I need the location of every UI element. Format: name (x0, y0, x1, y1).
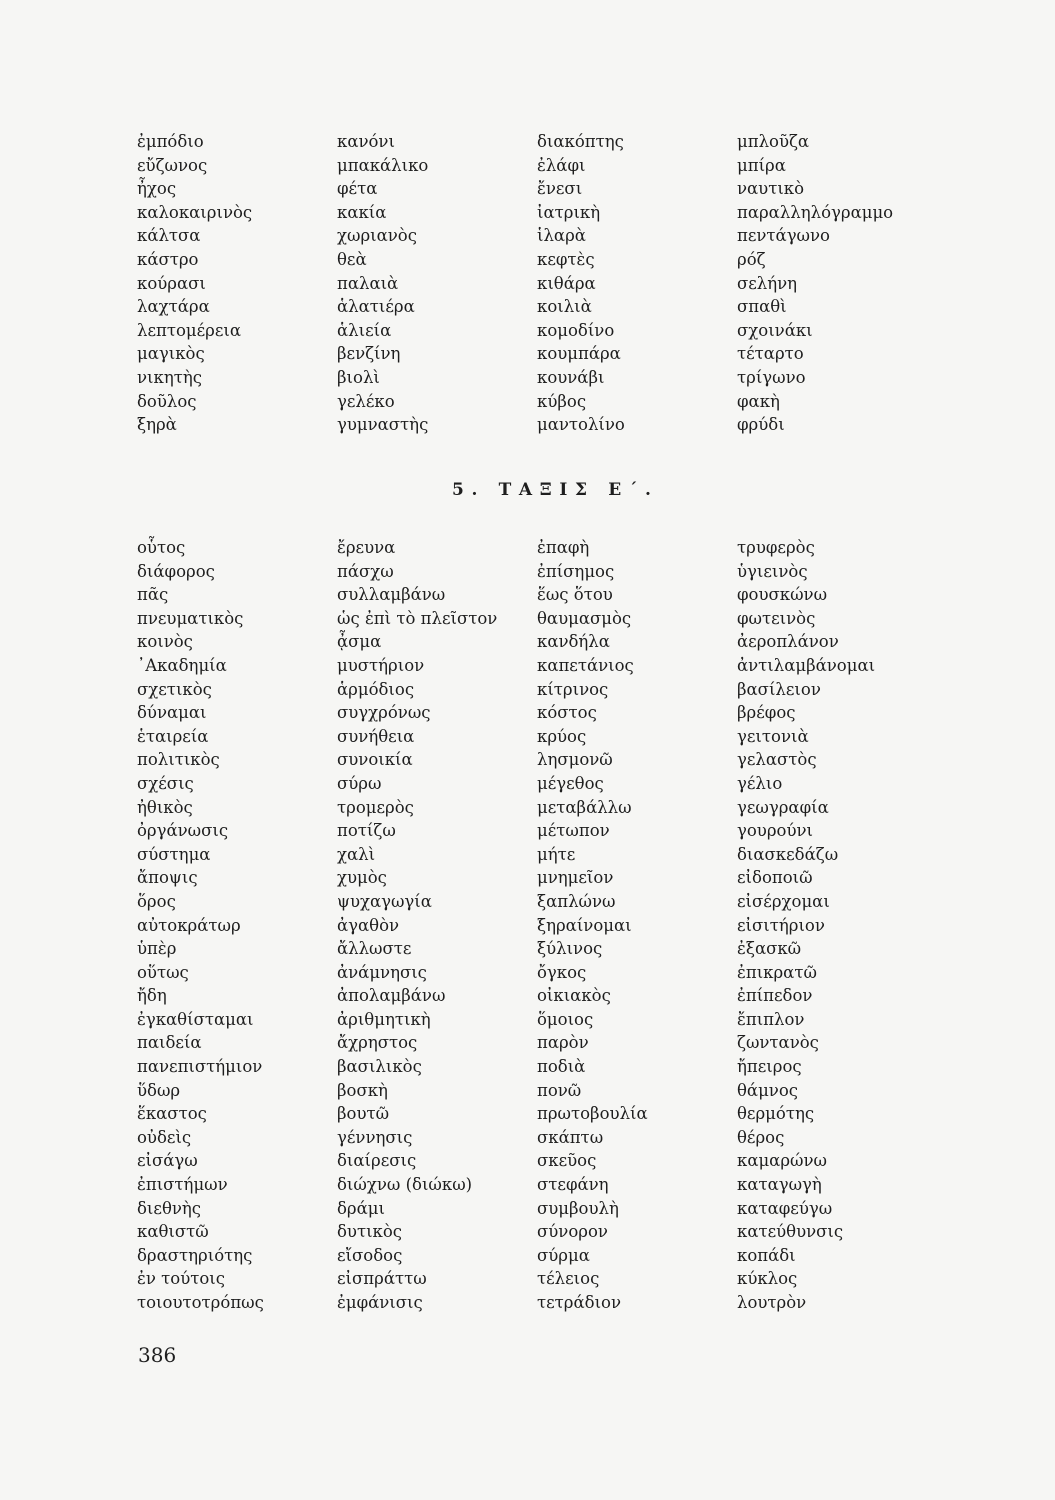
word-entry: φακὴ (737, 391, 780, 411)
word-entry: μεταβάλλω (537, 797, 632, 817)
word-entry: σχοινάκι (737, 320, 813, 340)
word-entry: δραστηριότης (137, 1245, 253, 1265)
word-entry: σχετικὸς (137, 679, 212, 699)
word-entry: πᾶς (137, 585, 169, 605)
word-entry: πάσχω (337, 561, 394, 581)
word-entry: σκεῦος (537, 1151, 597, 1171)
word-entry: φέτα (337, 179, 378, 199)
word-entry: καθιστῶ (137, 1222, 209, 1242)
word-entry: ἐγκαθίσταμαι (137, 1009, 254, 1029)
word-entry: ἤδη (137, 986, 167, 1006)
word-entry: ἰατρικὴ (537, 202, 601, 222)
word-entry: εὔζωνος (137, 155, 208, 175)
word-entry: κάλτσα (137, 226, 201, 246)
word-entry: ἐμπόδιο (137, 132, 204, 151)
word-entry: εἴσοδος (337, 1245, 403, 1265)
word-entry: ποδιὰ (537, 1057, 586, 1077)
word-entry: ξύλινος (537, 939, 603, 959)
word-entry: σύρμα (537, 1245, 590, 1265)
word-entry: καλοκαιρινὸς (137, 202, 253, 222)
word-entry: τρυφερὸς (737, 538, 815, 557)
word-entry: ἐξασκῶ (737, 939, 802, 959)
word-entry: παρὸν (537, 1033, 589, 1053)
word-entry: ναυτικὸ (737, 179, 805, 199)
word-entry: ψυχαγωγία (337, 891, 432, 911)
word-entry: ἀεροπλάνον (737, 632, 839, 652)
word-entry: διακόπτης (537, 132, 624, 151)
word-entry: παλαιὰ (337, 273, 399, 293)
word-entry: ἑταιρεία (137, 726, 209, 746)
word-entry: διαίρεσις (337, 1151, 417, 1171)
word-entry: μυστήριον (337, 655, 425, 675)
word-entry: σχέσις (137, 773, 194, 793)
word-entry: κύκλος (737, 1269, 798, 1289)
word-entry: κομοδίνο (537, 320, 615, 340)
word-entry: κατεύθυνσις (737, 1222, 844, 1242)
word-entry: παραλληλόγραμμο (737, 202, 894, 222)
word-entry: οὗτος (137, 538, 186, 557)
word-entry: κούρασι (137, 273, 206, 293)
word-entry: διασκεδάζω (737, 844, 839, 864)
word-column (337, 536, 537, 1315)
word-entry: σύστημα (137, 844, 211, 864)
word-entry: βενζίνη (337, 344, 401, 364)
word-entry: κάστρο (137, 249, 199, 269)
word-entry: φουσκώνω (737, 585, 828, 605)
word-entry: λεπτομέρεια (137, 320, 242, 340)
word-entry: μέγεθος (537, 773, 604, 793)
word-entry: μαγικὸς (137, 344, 205, 364)
word-entry: ἁρμόδιος (337, 679, 415, 699)
word-entry: βρέφος (737, 703, 796, 723)
word-entry: διεθνὴς (137, 1198, 202, 1218)
word-column (737, 130, 938, 437)
word-column (137, 536, 337, 1315)
word-entry: θέρος (737, 1127, 785, 1147)
word-entry: πρωτοβουλία (537, 1104, 648, 1124)
word-entry: σπαθὶ (737, 297, 787, 317)
word-entry: πανεπιστήμιον (137, 1057, 263, 1077)
word-entry: ἱλαρὰ (537, 226, 586, 246)
word-entry: κανόνι (337, 132, 395, 151)
word-entry: οἰκιακὸς (537, 986, 611, 1006)
word-entry: χαλὶ (337, 844, 376, 864)
word-entry: ἐν τούτοις (137, 1269, 225, 1289)
word-entry: ἀντιλαμβάνομαι (737, 655, 876, 675)
word-entry: κακία (337, 202, 387, 222)
word-entry: σύνορον (537, 1222, 608, 1242)
word-entry: καταγωγὴ (737, 1175, 822, 1195)
word-entry: μέτωπον (537, 821, 610, 841)
word-entry: κρύος (537, 726, 587, 746)
word-entry: στεφάνη (537, 1175, 609, 1195)
word-entry: ποτίζω (337, 821, 396, 841)
word-entry: αὐτοκράτωρ (137, 915, 241, 935)
word-list-block-1 (137, 130, 938, 437)
word-entry: συλλαμβάνω (337, 585, 446, 605)
word-entry: ξηραίνομαι (537, 915, 632, 935)
word-entry: διάφορος (137, 561, 215, 581)
word-entry: εἰσέρχομαι (737, 891, 830, 911)
word-entry: λαχτάρα (137, 297, 210, 317)
word-entry: ἄποψις (137, 868, 198, 888)
word-entry: ἔρευνα (337, 538, 396, 557)
word-entry: ὅμοιος (537, 1009, 594, 1029)
word-entry: παιδεία (137, 1033, 202, 1053)
word-entry: βοσκὴ (337, 1080, 388, 1100)
word-entry: γέννησις (337, 1127, 413, 1147)
word-entry: φωτεινὸς (737, 608, 816, 628)
word-entry: ἁλατιέρα (337, 297, 415, 317)
word-entry: μπλοῦζα (737, 132, 810, 151)
word-column (537, 130, 737, 437)
word-entry: πεντάγωνο (737, 226, 830, 246)
word-entry: μνημεῖον (537, 868, 614, 888)
word-entry: καμαρώνω (737, 1151, 827, 1171)
word-entry: ἔνεσι (537, 179, 583, 199)
word-entry: ᾆσμα (337, 632, 382, 652)
word-entry: χυμὸς (337, 868, 387, 888)
word-entry: ἐπίσημος (537, 561, 615, 581)
word-entry: μπίρα (737, 155, 786, 175)
word-entry: καταφεύγω (737, 1198, 833, 1218)
word-entry: σκάπτω (537, 1127, 604, 1147)
word-entry: κοιλιὰ (537, 297, 592, 317)
word-entry: εἰσάγω (137, 1151, 198, 1171)
word-entry: σύρω (337, 773, 382, 793)
word-entry: γελέκο (337, 391, 395, 411)
word-entry: ὡς ἐπὶ τὸ πλεῖστον (337, 608, 498, 628)
word-entry: βασίλειον (737, 679, 821, 699)
word-entry: ἠθικὸς (137, 797, 193, 817)
word-entry: θεὰ (337, 249, 367, 269)
word-entry: οὕτως (137, 962, 189, 982)
word-entry: πονῶ (537, 1080, 582, 1100)
word-entry: τρομερὸς (337, 797, 414, 817)
word-entry: χωριανὸς (337, 226, 417, 246)
word-entry: ἁλιεία (337, 320, 392, 340)
word-entry: ὑπὲρ (137, 939, 177, 959)
word-entry: ἔπιπλον (737, 1009, 805, 1029)
word-entry: τέλειος (537, 1269, 600, 1289)
word-entry: ἄχρηστος (337, 1033, 418, 1053)
word-entry: τρίγωνο (737, 367, 806, 387)
word-entry: μήτε (537, 844, 576, 864)
word-entry: λουτρὸν (737, 1293, 807, 1312)
word-entry: γουρούνι (737, 821, 813, 841)
word-entry: γεωγραφία (737, 797, 829, 817)
word-column (137, 130, 337, 437)
word-entry: κιθάρα (537, 273, 596, 293)
word-entry: βασιλικὸς (337, 1057, 422, 1077)
word-entry: πνευματικὸς (137, 608, 244, 628)
word-entry: ᾿Ακαδημία (137, 655, 227, 675)
word-entry: θερμότης (737, 1104, 815, 1124)
word-entry: εἰσπράττω (337, 1269, 427, 1289)
word-entry: εἰσιτήριον (737, 915, 825, 935)
word-entry: κοπάδι (737, 1245, 796, 1265)
word-entry: κόστος (537, 703, 597, 723)
word-entry: νικητὴς (137, 367, 202, 387)
word-column (737, 536, 938, 1315)
word-entry: βιολὶ (337, 367, 380, 387)
word-entry: ἐλάφι (537, 155, 586, 175)
word-entry: κανδήλα (537, 632, 610, 652)
word-entry: σελήνη (737, 273, 798, 293)
word-entry: λησμονῶ (537, 750, 613, 770)
word-entry: ἕκαστος (137, 1104, 207, 1124)
word-entry: εἰδοποιῶ (737, 868, 813, 888)
word-entry: κοινὸς (137, 632, 193, 652)
word-entry: βουτῶ (337, 1104, 390, 1124)
word-column (337, 130, 537, 437)
word-entry: κουνάβι (537, 367, 605, 387)
word-column (537, 536, 737, 1315)
word-entry: ὀργάνωσις (137, 821, 229, 841)
word-entry: δοῦλος (137, 391, 197, 411)
word-entry: ξηρὰ (137, 415, 177, 435)
word-entry: συμβουλὴ (537, 1198, 619, 1218)
word-entry: συνήθεια (337, 726, 415, 746)
word-entry: δράμι (337, 1198, 385, 1218)
word-entry: ἤπειρος (737, 1057, 802, 1077)
word-entry: συγχρόνως (337, 703, 431, 723)
word-entry: ἐπαφὴ (537, 538, 590, 557)
word-entry: ξαπλώνω (537, 891, 616, 911)
word-entry: ἐπιστήμων (137, 1175, 228, 1195)
word-entry: τέταρτο (737, 344, 804, 364)
word-entry: διώχνω (διώκω) (337, 1175, 473, 1195)
word-entry: ὕδωρ (137, 1080, 181, 1100)
word-entry: συνοικία (337, 750, 413, 770)
word-entry: μπακάλικο (337, 155, 429, 175)
word-entry: τετράδιον (537, 1293, 622, 1312)
word-entry: θάμνος (737, 1080, 799, 1100)
word-entry: γελαστὸς (737, 750, 817, 770)
word-entry: κύβος (537, 391, 587, 411)
word-entry: μαντολίνο (537, 415, 625, 435)
word-entry: ἀπολαμβάνω (337, 986, 446, 1006)
word-entry: ἐμφάνισις (337, 1293, 423, 1312)
word-entry: ἀνάμνησις (337, 962, 427, 982)
word-entry: ὄγκος (537, 962, 587, 982)
word-entry: τοιουτοτρόπως (137, 1293, 264, 1312)
word-entry: ζωντανὸς (737, 1033, 819, 1053)
word-entry: ρόζ (737, 249, 766, 269)
word-list-block-2 (137, 536, 938, 1315)
word-entry: ὅρος (137, 891, 176, 911)
word-entry: ἕως ὅτου (537, 585, 613, 605)
word-entry: φρύδι (737, 415, 785, 435)
word-entry: δυτικὸς (337, 1222, 403, 1242)
word-entry: γέλιο (737, 773, 783, 793)
word-entry: κεφτὲς (537, 249, 595, 269)
word-entry: ὑγιεινὸς (737, 561, 808, 581)
word-entry: ἄλλωστε (337, 939, 412, 959)
word-entry: ἐπικρατῶ (737, 962, 817, 982)
word-entry: καπετάνιος (537, 655, 634, 675)
section-heading: 5. ΤΑΞΙΣ Ε΄. (452, 480, 659, 500)
word-entry: γυμναστὴς (337, 415, 429, 435)
word-entry: ἀριθμητικὴ (337, 1009, 431, 1029)
word-entry: ἦχος (137, 179, 177, 199)
word-entry: πολιτικὸς (137, 750, 220, 770)
word-entry: οὐδεὶς (137, 1127, 192, 1147)
word-entry: ἐπίπεδον (737, 986, 813, 1006)
word-entry: θαυμασμὸς (537, 608, 632, 628)
word-entry: ἀγαθὸν (337, 915, 400, 935)
page-number: 386 (138, 1343, 177, 1367)
word-entry: κίτρινος (537, 679, 609, 699)
word-entry: κουμπάρα (537, 344, 621, 364)
word-entry: γειτονιὰ (737, 726, 809, 746)
word-entry: δύναμαι (137, 703, 207, 723)
